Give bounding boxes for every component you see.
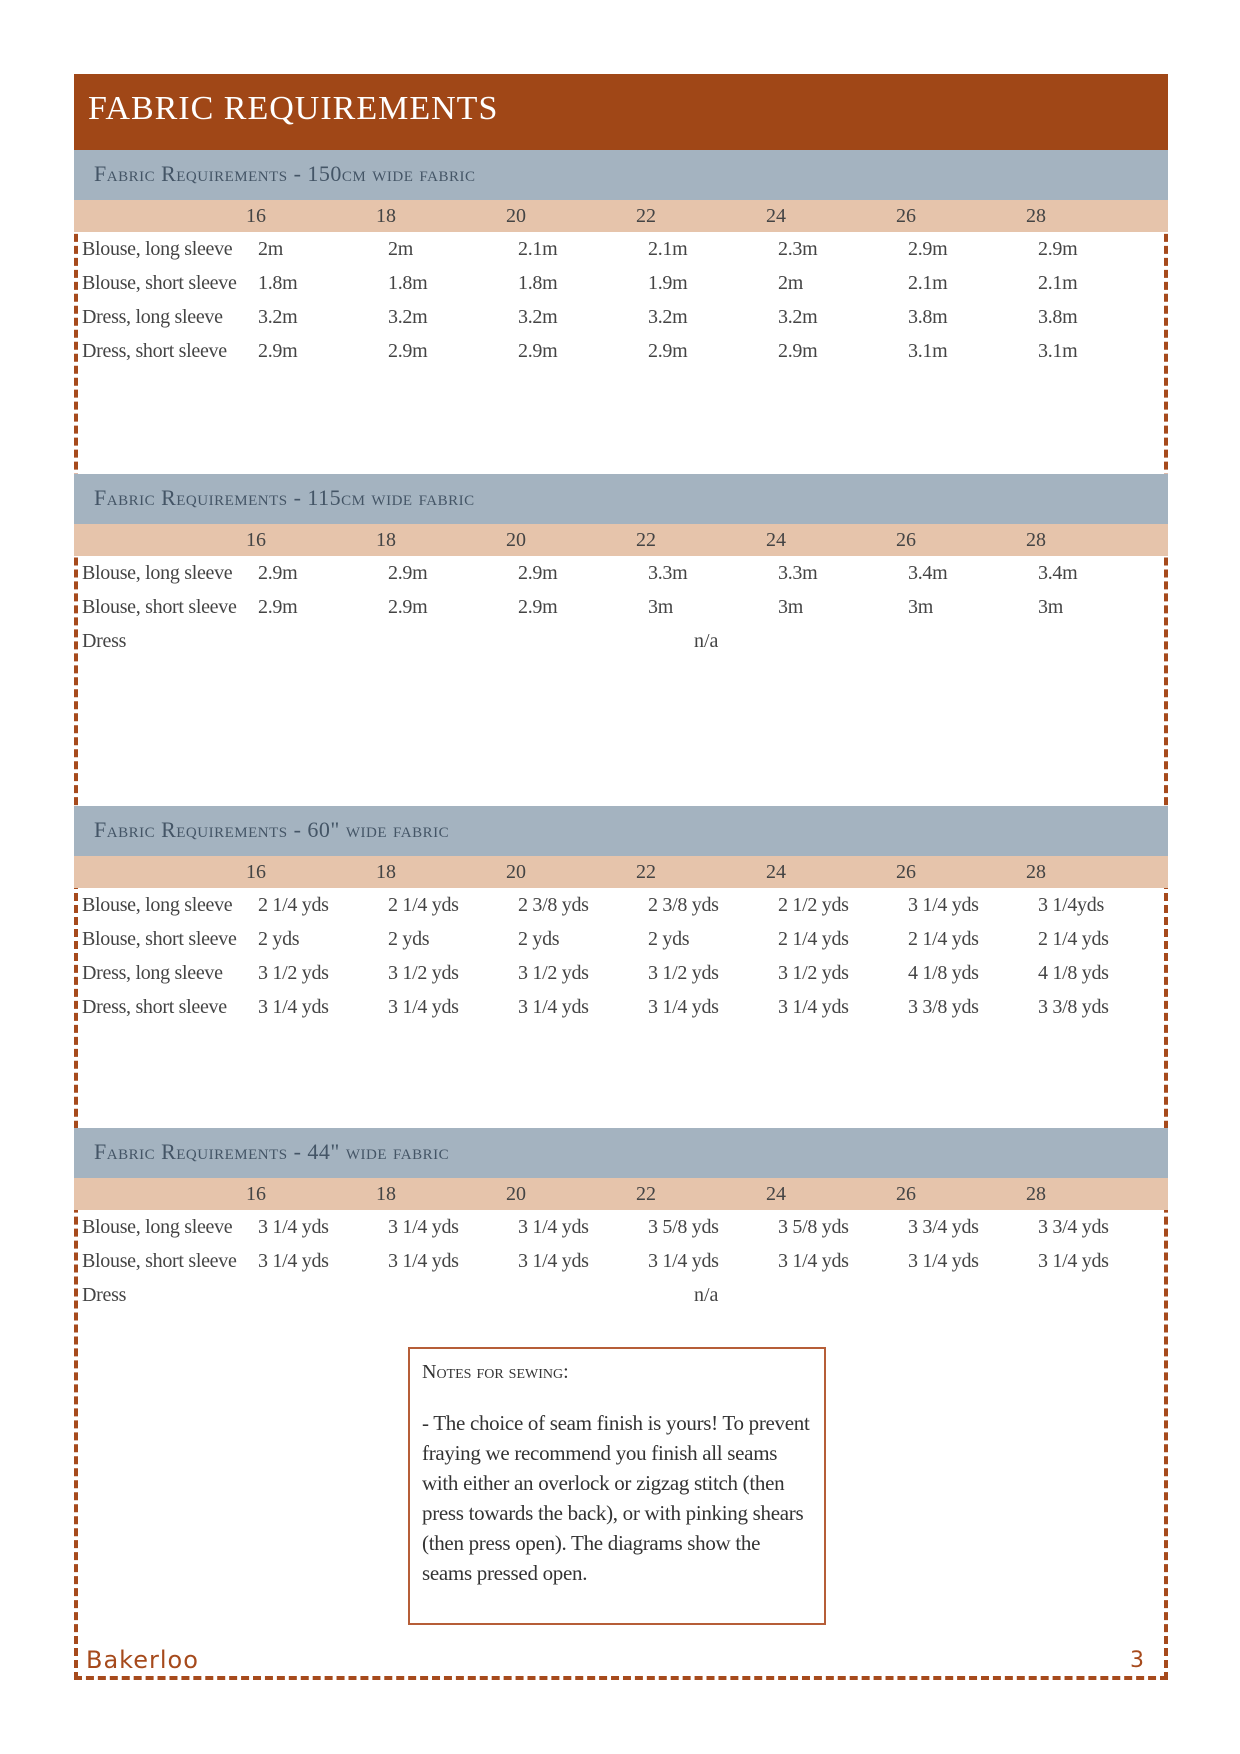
fabric-amount-cell: 2 1/4 yds (908, 928, 979, 950)
not-applicable-cell: n/a (694, 1284, 719, 1306)
fabric-amount-cell: 3 1/2 yds (258, 962, 329, 984)
fabric-amount-cell: 3.2m (648, 306, 688, 328)
table-row (74, 300, 1168, 334)
fabric-amount-cell: 3.1m (1038, 340, 1078, 362)
main-header-bar (74, 74, 1168, 150)
fabric-amount-cell: 3 1/4 yds (388, 996, 459, 1018)
fabric-amount-cell: 2.9m (258, 596, 298, 618)
fabric-amount-cell: 1.8m (388, 272, 428, 294)
garment-label: Blouse, long sleeve (82, 894, 233, 916)
garment-label: Blouse, long sleeve (82, 562, 233, 584)
fabric-amount-cell: 3m (1038, 596, 1063, 618)
fabric-amount-cell: 3m (648, 596, 673, 618)
size-header-cell: 16 (246, 529, 266, 551)
garment-label: Dress, long sleeve (82, 306, 223, 328)
table-row (74, 1244, 1168, 1278)
section-title-bar (74, 150, 1168, 200)
size-header-cell: 28 (1026, 205, 1046, 227)
garment-label: Blouse, short sleeve (82, 272, 237, 294)
fabric-amount-cell: 2 1/4 yds (778, 928, 849, 950)
fabric-amount-cell: 2.1m (648, 238, 688, 260)
fabric-amount-cell: 2m (258, 238, 283, 260)
size-header-cell: 20 (506, 1183, 526, 1205)
section-title: Fabric Requirements - 150cm wide fabric (94, 161, 476, 186)
size-header-cell: 28 (1026, 1183, 1046, 1205)
fabric-amount-cell: 4 1/8 yds (1038, 962, 1109, 984)
fabric-amount-cell: 2 1/4 yds (1038, 928, 1109, 950)
fabric-amount-cell: 3 5/8 yds (648, 1216, 719, 1238)
size-header-row (74, 1178, 1168, 1210)
fabric-amount-cell: 2.9m (778, 340, 818, 362)
table-row (74, 990, 1168, 1024)
table-row (74, 334, 1168, 368)
size-header-cell: 26 (896, 205, 916, 227)
size-header-cell: 20 (506, 529, 526, 551)
fabric-amount-cell: 3 1/4 yds (258, 1250, 329, 1272)
fabric-amount-cell: 2.1m (908, 272, 948, 294)
size-header-row (74, 524, 1168, 556)
fabric-amount-cell: 3 1/2 yds (648, 962, 719, 984)
fabric-amount-cell: 3 3/4 yds (908, 1216, 979, 1238)
fabric-amount-cell: 2 1/4 yds (258, 894, 329, 916)
fabric-amount-cell: 3.8m (908, 306, 948, 328)
garment-label: Blouse, short sleeve (82, 1250, 237, 1272)
size-header-cell: 22 (636, 1183, 656, 1205)
fabric-amount-cell: 3 1/4 yds (388, 1216, 459, 1238)
section-title: Fabric Requirements - 60" wide fabric (94, 817, 450, 842)
fabric-amount-cell: 3m (908, 596, 933, 618)
page-number: 3 (1126, 1648, 1148, 1673)
fabric-amount-cell: 2 yds (648, 928, 690, 950)
section-title: Fabric Requirements - 115cm wide fabric (94, 485, 475, 510)
not-applicable-cell: n/a (694, 630, 719, 652)
fabric-amount-cell: 3.2m (388, 306, 428, 328)
section-title: Fabric Requirements - 44" wide fabric (94, 1139, 450, 1164)
page-title: FABRIC REQUIREMENTS (88, 90, 499, 127)
size-header-cell: 28 (1026, 861, 1046, 883)
fabric-amount-cell: 2.9m (518, 596, 558, 618)
size-header-cell: 22 (636, 205, 656, 227)
fabric-amount-cell: 2.9m (1038, 238, 1078, 260)
fabric-amount-cell: 3.2m (518, 306, 558, 328)
garment-label: Dress, short sleeve (82, 340, 227, 362)
size-header-cell: 20 (506, 861, 526, 883)
table-row (74, 1278, 1168, 1312)
garment-label: Blouse, long sleeve (82, 1216, 233, 1238)
section-title-bar (74, 474, 1168, 524)
fabric-amount-cell: 2m (778, 272, 803, 294)
table-row (74, 1210, 1168, 1244)
fabric-amount-cell: 2.9m (258, 562, 298, 584)
fabric-amount-cell: 2.9m (648, 340, 688, 362)
size-header-row (74, 856, 1168, 888)
fabric-table-section (74, 150, 1168, 368)
size-header-cell: 16 (246, 205, 266, 227)
garment-label: Dress, long sleeve (82, 962, 223, 984)
section-title-bar (74, 806, 1168, 856)
fabric-amount-cell: 3 1/4 yds (908, 1250, 979, 1272)
fabric-amount-cell: 3 1/4 yds (518, 996, 589, 1018)
fabric-amount-cell: 3 5/8 yds (778, 1216, 849, 1238)
fabric-amount-cell: 2.9m (518, 562, 558, 584)
size-header-cell: 24 (766, 529, 786, 551)
fabric-amount-cell: 2 1/2 yds (778, 894, 849, 916)
fabric-amount-cell: 3.4m (908, 562, 948, 584)
size-header-cell: 16 (246, 1183, 266, 1205)
fabric-amount-cell: 3.4m (1038, 562, 1078, 584)
fabric-table-section (74, 474, 1168, 658)
table-row (74, 590, 1168, 624)
table-row (74, 556, 1168, 590)
size-header-cell: 24 (766, 861, 786, 883)
fabric-amount-cell: 2.9m (388, 596, 428, 618)
fabric-amount-cell: 3 1/4 yds (908, 894, 979, 916)
fabric-table-section (74, 1128, 1168, 1312)
fabric-amount-cell: 3 3/8 yds (908, 996, 979, 1018)
garment-label: Blouse, short sleeve (82, 928, 237, 950)
fabric-amount-cell: 2 yds (518, 928, 560, 950)
fabric-amount-cell: 3.3m (648, 562, 688, 584)
fabric-amount-cell: 2 yds (388, 928, 430, 950)
table-row (74, 922, 1168, 956)
size-header-cell: 18 (376, 861, 396, 883)
footer-brand: Bakerloo (86, 1646, 207, 1674)
table-row (74, 888, 1168, 922)
fabric-amount-cell: 1.8m (258, 272, 298, 294)
size-header-cell: 18 (376, 205, 396, 227)
fabric-amount-cell: 3 1/4 yds (1038, 1250, 1109, 1272)
garment-label: Blouse, short sleeve (82, 596, 237, 618)
fabric-amount-cell: 3 1/2 yds (518, 962, 589, 984)
fabric-amount-cell: 2.1m (1038, 272, 1078, 294)
fabric-amount-cell: 3 1/4yds (1038, 894, 1104, 916)
fabric-amount-cell: 3 1/4 yds (518, 1250, 589, 1272)
fabric-amount-cell: 3.8m (1038, 306, 1078, 328)
fabric-amount-cell: 3.2m (258, 306, 298, 328)
fabric-amount-cell: 3 1/4 yds (648, 996, 719, 1018)
fabric-amount-cell: 3 3/8 yds (1038, 996, 1109, 1018)
fabric-amount-cell: 2 1/4 yds (388, 894, 459, 916)
fabric-amount-cell: 1.9m (648, 272, 688, 294)
size-header-cell: 20 (506, 205, 526, 227)
fabric-amount-cell: 4 1/8 yds (908, 962, 979, 984)
table-row (74, 624, 1168, 658)
fabric-amount-cell: 3 1/4 yds (778, 996, 849, 1018)
table-row (74, 266, 1168, 300)
fabric-amount-cell: 3m (778, 596, 803, 618)
size-header-cell: 18 (376, 1183, 396, 1205)
fabric-amount-cell: 3 3/4 yds (1038, 1216, 1109, 1238)
fabric-amount-cell: 2.9m (388, 340, 428, 362)
size-header-cell: 24 (766, 205, 786, 227)
size-header-cell: 26 (896, 1183, 916, 1205)
fabric-amount-cell: 2.9m (908, 238, 948, 260)
size-header-row (74, 200, 1168, 232)
fabric-amount-cell: 2 3/8 yds (648, 894, 719, 916)
size-header-cell: 24 (766, 1183, 786, 1205)
size-header-cell: 16 (246, 861, 266, 883)
fabric-amount-cell: 3 1/4 yds (388, 1250, 459, 1272)
sewing-notes-box (408, 1347, 826, 1625)
fabric-amount-cell: 3.3m (778, 562, 818, 584)
fabric-amount-cell: 3 1/4 yds (648, 1250, 719, 1272)
fabric-amount-cell: 2.9m (518, 340, 558, 362)
fabric-table-section (74, 806, 1168, 1024)
fabric-amount-cell: 3 1/4 yds (518, 1216, 589, 1238)
garment-label: Blouse, long sleeve (82, 238, 233, 260)
notes-body: - The choice of seam finish is yours! To prevent fraying we recommend you finish all seams with either an overlock or zigzag stitch (then press towards the back), or with pinking shears (then press open). The diagrams show the seams pressed open. (422, 1411, 810, 1585)
fabric-amount-cell: 3 1/2 yds (778, 962, 849, 984)
fabric-amount-cell: 3 1/4 yds (778, 1250, 849, 1272)
garment-label: Dress (82, 630, 127, 652)
fabric-amount-cell: 1.8m (518, 272, 558, 294)
table-row (74, 956, 1168, 990)
fabric-amount-cell: 2.1m (518, 238, 558, 260)
size-header-cell: 28 (1026, 529, 1046, 551)
section-title-bar (74, 1128, 1168, 1178)
table-row (74, 232, 1168, 266)
fabric-amount-cell: 2.9m (388, 562, 428, 584)
fabric-amount-cell: 3.2m (778, 306, 818, 328)
fabric-amount-cell: 2 yds (258, 928, 300, 950)
fabric-amount-cell: 3 1/4 yds (258, 996, 329, 1018)
fabric-amount-cell: 2.9m (258, 340, 298, 362)
fabric-amount-cell: 2.3m (778, 238, 818, 260)
size-header-cell: 18 (376, 529, 396, 551)
fabric-amount-cell: 2 3/8 yds (518, 894, 589, 916)
size-header-cell: 26 (896, 529, 916, 551)
garment-label: Dress (82, 1284, 127, 1306)
garment-label: Dress, short sleeve (82, 996, 227, 1018)
notes-heading: Notes for sewing: (422, 1361, 569, 1383)
size-header-cell: 22 (636, 529, 656, 551)
fabric-amount-cell: 2m (388, 238, 413, 260)
fabric-amount-cell: 3.1m (908, 340, 948, 362)
size-header-cell: 22 (636, 861, 656, 883)
fabric-amount-cell: 3 1/2 yds (388, 962, 459, 984)
size-header-cell: 26 (896, 861, 916, 883)
fabric-amount-cell: 3 1/4 yds (258, 1216, 329, 1238)
